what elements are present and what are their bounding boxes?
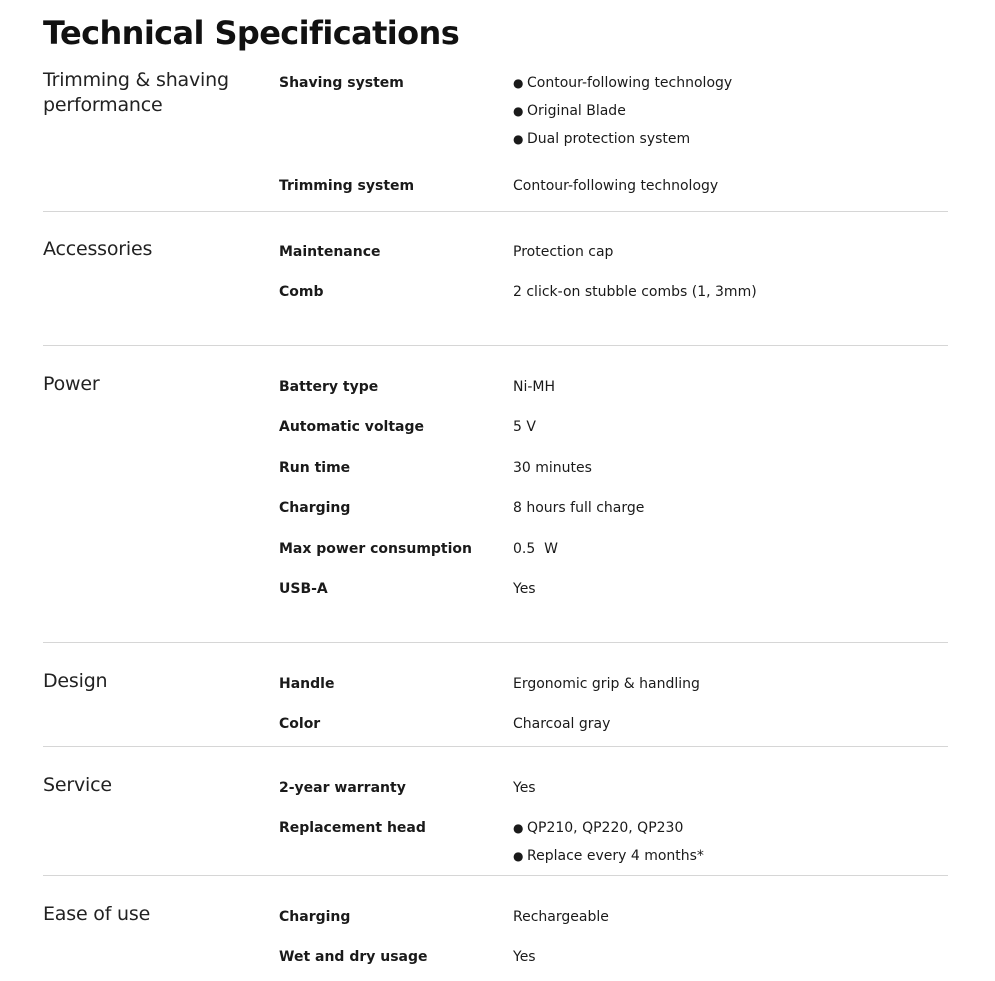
section-category: Trimming & shaving performance bbox=[43, 69, 229, 116]
section-category: Ease of use bbox=[43, 903, 151, 925]
bullet-dot-icon: ● bbox=[513, 132, 524, 146]
spec-value: Yes bbox=[513, 949, 536, 965]
spec-label: Maintenance bbox=[279, 244, 381, 260]
spec-value: Ergonomic grip & handling bbox=[513, 676, 700, 692]
spec-value: 8 hours full charge bbox=[513, 500, 645, 516]
spec-label: Max power consumption bbox=[279, 541, 472, 557]
spec-bullet-list bbox=[513, 75, 732, 159]
bullet-dot-icon: ● bbox=[513, 849, 524, 863]
spec-label: Trimming system bbox=[279, 178, 415, 194]
spec-label: Charging bbox=[279, 909, 351, 925]
spec-label: USB-A bbox=[279, 581, 328, 597]
bullet-item: ● Original Blade bbox=[513, 103, 626, 119]
spec-label: Handle bbox=[279, 676, 335, 692]
spec-value: Ni-MH bbox=[513, 379, 556, 395]
bullet-item: ● Replace every 4 months* bbox=[513, 848, 704, 864]
spec-section-trimming-shaving bbox=[43, 68, 948, 212]
bullet-dot-icon: ● bbox=[513, 821, 524, 835]
spec-section-ease-of-use bbox=[43, 902, 948, 977]
spec-value: Protection cap bbox=[513, 244, 614, 260]
section-category: Service bbox=[43, 774, 112, 796]
spec-label: Color bbox=[279, 716, 321, 732]
spec-label: Run time bbox=[279, 460, 351, 476]
spec-value: Yes bbox=[513, 581, 536, 597]
bullet-item: ● Contour-following technology bbox=[513, 75, 733, 91]
spec-label: Charging bbox=[279, 500, 351, 516]
spec-label: Wet and dry usage bbox=[279, 949, 428, 965]
spec-section-power bbox=[43, 372, 948, 643]
spec-label: Battery type bbox=[279, 379, 379, 395]
section-category: Accessories bbox=[43, 238, 153, 260]
spec-value: Contour-following technology bbox=[513, 178, 719, 194]
bullet-item: ● QP210, QP220, QP230 bbox=[513, 820, 684, 836]
spec-section-accessories bbox=[43, 237, 948, 346]
spec-value: Yes bbox=[513, 780, 536, 796]
spec-label: 2-year warranty bbox=[279, 780, 406, 796]
section-category: Power bbox=[43, 373, 100, 395]
spec-section-design bbox=[43, 669, 948, 747]
spec-value: 5 V bbox=[513, 419, 536, 435]
section-category: Design bbox=[43, 670, 108, 692]
page-title: Technical Specifications bbox=[43, 14, 460, 52]
spec-value: Rechargeable bbox=[513, 909, 609, 925]
spec-label: Replacement head bbox=[279, 820, 426, 836]
spec-value: 2 click-on stubble combs (1, 3mm) bbox=[513, 284, 757, 300]
spec-bullet-list bbox=[513, 820, 704, 876]
spec-value: 30 minutes bbox=[513, 460, 592, 476]
spec-value: Charcoal gray bbox=[513, 716, 611, 732]
bullet-dot-icon: ● bbox=[513, 104, 524, 118]
spec-label: Shaving system bbox=[279, 75, 404, 91]
spec-label: Comb bbox=[279, 284, 324, 300]
spec-label: Automatic voltage bbox=[279, 419, 425, 435]
bullet-item: ● Dual protection system bbox=[513, 131, 691, 147]
spec-section-service bbox=[43, 773, 948, 876]
bullet-dot-icon: ● bbox=[513, 76, 524, 90]
spec-value: 0.5 W bbox=[513, 541, 559, 557]
